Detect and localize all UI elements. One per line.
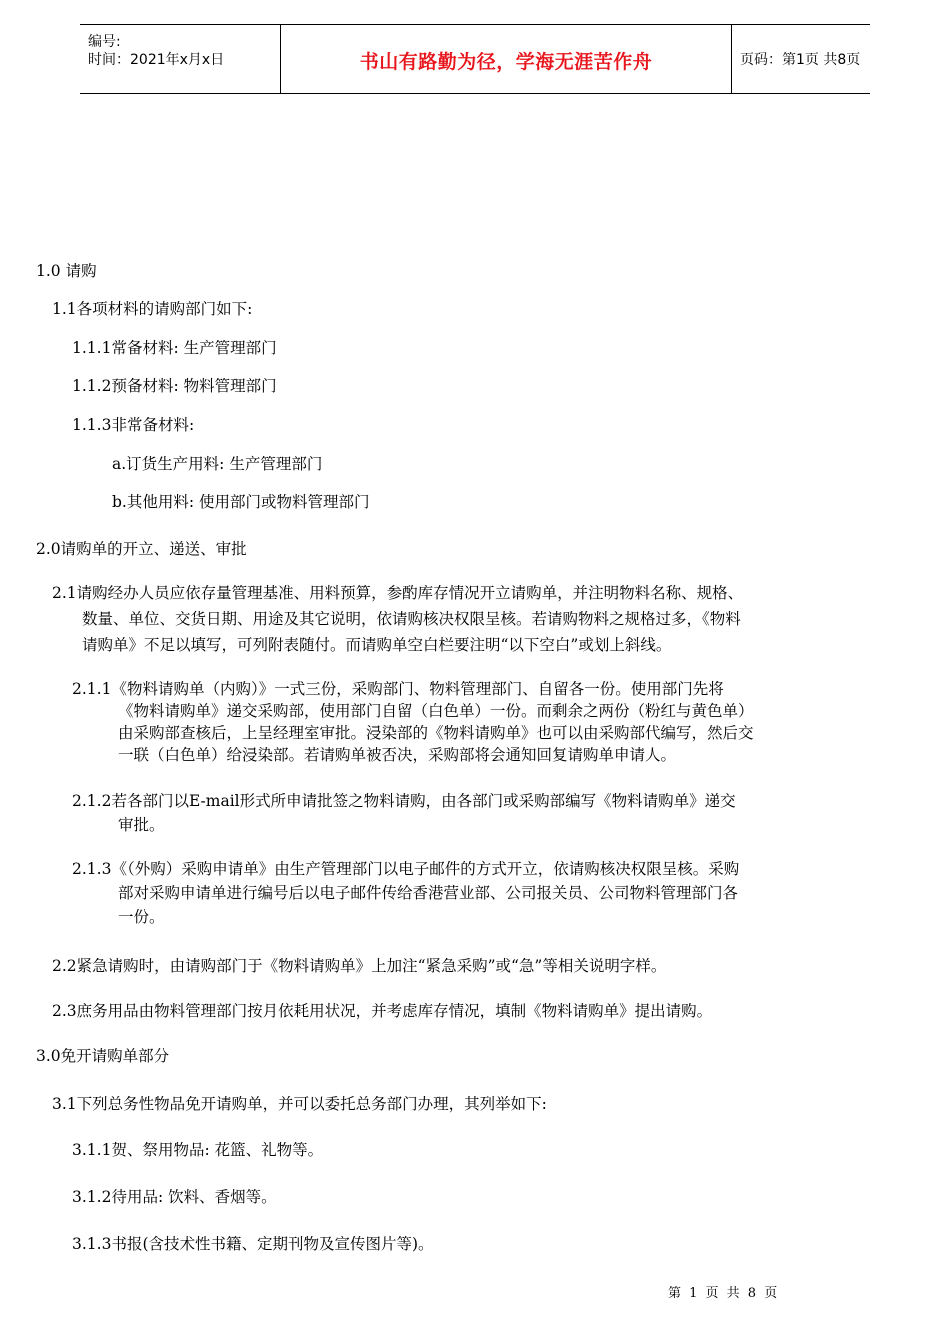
header-page-cell bbox=[732, 25, 870, 93]
clause-2-1-3-line-1: 2.1.3《（外购）采购申请单》由生产管理部门以电子邮件的方式开立，依请购核决权限呈核。采购 bbox=[72, 860, 740, 878]
header-page-label: 页码：第1页 共8页 bbox=[740, 52, 861, 68]
section-3-heading: 3.0免开请购单部分 bbox=[36, 1047, 170, 1065]
header-info-cell bbox=[80, 25, 281, 93]
clause-3-1-2: 3.1.2待用品: 饮料、香烟等。 bbox=[72, 1188, 277, 1206]
clause-2-1-1-line-3: 由采购部查核后，上呈经理室审批。浸染部的《物料请购单》也可以由采购部代编写，然后交 bbox=[118, 724, 754, 742]
clause-3-1: 3.1下列总务性物品免开请购单，并可以委托总务部门办理，其列举如下: bbox=[52, 1095, 547, 1113]
clause-2-1-line-2: 数量、单位、交货日期、用途及其它说明，依请购核决权限呈核。若请购物料之规格过多，《物料 bbox=[82, 610, 741, 628]
section-2-heading: 2.0请购单的开立、递送、审批 bbox=[36, 540, 247, 558]
clause-1-1-3: 1.1.3非常备材料: bbox=[72, 416, 195, 434]
clause-1-1-2: 1.1.2预备材料: 物料管理部门 bbox=[72, 377, 277, 395]
doc-number-label: 编号: bbox=[88, 34, 121, 50]
clause-2-1-2-line-2: 审批。 bbox=[118, 816, 165, 834]
clause-2-1-line-1: 2.1请购经办人员应依存量管理基准、用料预算，参酌库存情况开立请购单，并注明物料名称、规格、 bbox=[52, 584, 744, 602]
clause-2-1-1-line-2: 《物料请购单》递交采购部，使用部门自留（白色单）一份。而剩余之两份（粉红与黄色单） bbox=[118, 702, 754, 720]
clause-3-1-3: 3.1.3书报(含技术性书籍、定期刊物及宣传图片等)。 bbox=[72, 1235, 434, 1253]
clause-1-1-3-a: a.订货生产用料: 生产管理部门 bbox=[112, 455, 323, 473]
clause-1-1-1: 1.1.1常备材料: 生产管理部门 bbox=[72, 339, 277, 357]
clause-2-2: 2.2紧急请购时，由请购部门于《物料请购单》上加注“紧急采购”或“急”等相关说明字样。 bbox=[52, 957, 667, 975]
section-1-heading: 1.0 请购 bbox=[36, 262, 97, 280]
header-slogan-cell bbox=[281, 25, 732, 93]
clause-2-1-1-line-1: 2.1.1《物料请购单（内购）》一式三份，采购部门、物料管理部门、自留各一份。使用部门先将 bbox=[72, 680, 724, 698]
clause-1-1: 1.1各项材料的请购部门如下: bbox=[52, 300, 253, 318]
doc-time-label: 时间：2021年x月x日 bbox=[88, 52, 225, 68]
clause-2-1-1-line-4: 一联（白色单）给浸染部。若请购单被否决，采购部将会通知回复请购单申请人。 bbox=[118, 746, 677, 764]
clause-2-1-line-3: 请购单》不足以填写，可列附表随付。而请购单空白栏要注明“以下空白”或划上斜线。 bbox=[82, 636, 672, 654]
clause-2-3: 2.3庶务用品由物料管理部门按月依耗用状况，并考虑库存情况，填制《物料请购单》提出请购。 bbox=[52, 1002, 713, 1020]
clause-1-1-3-b: b.其他用料: 使用部门或物料管理部门 bbox=[112, 493, 370, 511]
clause-2-1-3-line-2: 部对采购申请单进行编号后以电子邮件传给香港营业部、公司报关员、公司物料管理部门各 bbox=[118, 884, 739, 902]
header-slogan: 书山有路勤为径，学海无涯苦作舟 bbox=[359, 51, 653, 73]
page-header bbox=[80, 24, 870, 94]
clause-2-1-2-line-1: 2.1.2若各部门以E-mail形式所申请批签之物料请购，由各部门或采购部编写《物料请购单》递交 bbox=[72, 792, 736, 810]
clause-3-1-1: 3.1.1贺、祭用物品: 花篮、礼物等。 bbox=[72, 1141, 324, 1159]
page-footer: 第 1 页 共 8 页 bbox=[668, 1286, 780, 1301]
clause-2-1-3-line-3: 一份。 bbox=[118, 908, 165, 926]
